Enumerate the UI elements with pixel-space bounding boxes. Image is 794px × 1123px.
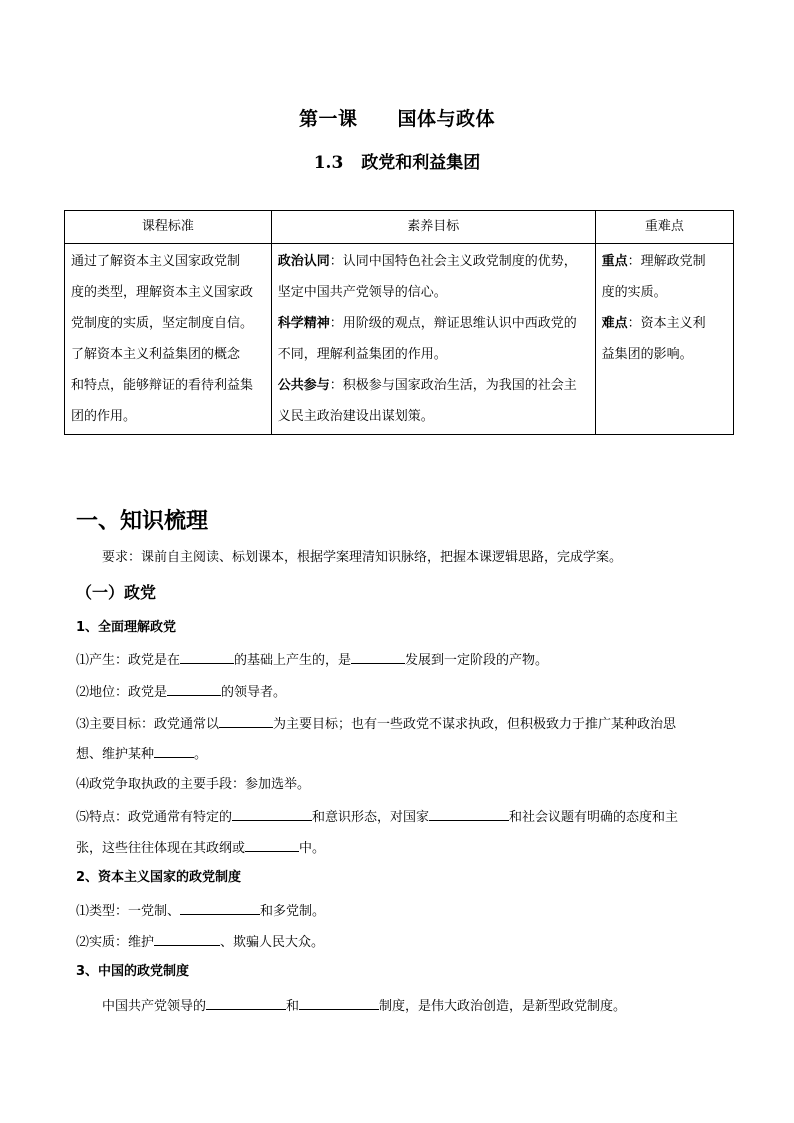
standard-line: 度的类型，理解资本主义国家政: [71, 285, 254, 300]
standard-line: 团的作用。: [71, 409, 137, 424]
header-key-points: 重难点: [595, 211, 733, 244]
question-main-goal: ⑶主要目标：政党通常以 为主要目标；也有一些政党不谋求执政，但积极致力于推广某种政治思: [76, 713, 676, 735]
fill-blank[interactable]: [299, 995, 379, 1010]
question-features: ⑸特点：政党通常有特定的 和意识形态，对国家 和社会议题有明确的态度和主: [76, 806, 678, 828]
section-name: 政党和利益集团: [361, 153, 481, 173]
fill-blank[interactable]: [206, 995, 286, 1010]
requirement-text: 要求：课前自主阅读、标划课本，根据学案理清知识脉络，把握本课逻辑思路，完成学案。: [102, 550, 623, 565]
table-body-row: [65, 244, 734, 435]
goal-label: 科学精神: [277, 316, 330, 331]
lesson-topic: 国体与政体: [397, 108, 496, 130]
standard-line: 了解资本主义利益集团的概念: [71, 347, 241, 362]
section-title: [0, 148, 794, 173]
table-header-row: [65, 211, 734, 244]
fill-blank[interactable]: [154, 743, 194, 758]
goals-table: [64, 210, 734, 435]
goal-public-participation: 公共参与：积极参与国家政治生活，为我国的社会主: [277, 378, 577, 393]
standard-line: 通过了解资本主义国家政党制: [71, 254, 241, 269]
fill-blank[interactable]: [180, 900, 260, 915]
question-means: ⑷政党争取执政的主要手段：参加选举。: [76, 777, 311, 792]
fill-blank[interactable]: [232, 806, 312, 821]
goal-scientific-spirit: 科学精神：用阶级的观点，辩证思维认识中西政党的: [277, 316, 577, 331]
fill-blank[interactable]: [180, 649, 234, 664]
goal-line: 不同，理解利益集团的作用。: [277, 347, 447, 362]
key-point-label: 重点: [601, 254, 628, 269]
question-china-system: 中国共产党领导的 和 制度，是伟大政治创造，是新型政党制度。: [102, 995, 626, 1017]
item-2-title: 2、资本主义国家的政党制度: [76, 870, 242, 885]
difficult-point: 难点：资本主义利: [601, 316, 706, 331]
fill-blank[interactable]: [351, 649, 405, 664]
lesson-title: [0, 104, 794, 131]
header-literacy-goals: 素养目标: [271, 211, 595, 244]
fill-blank[interactable]: [154, 931, 220, 946]
standard-line: 党制度的实质，坚定制度自信。: [71, 316, 254, 331]
question-origin: ⑴产生：政党是在 的基础上产生的，是 发展到一定阶段的产物。: [76, 649, 548, 671]
goal-line: 义民主政治建设出谋划策。: [277, 409, 434, 424]
fill-blank[interactable]: [245, 837, 299, 852]
goal-line: 坚定中国共产党领导的信心。: [277, 285, 447, 300]
literacy-goals-cell: [271, 244, 595, 435]
key-point-line: 度的实质。: [601, 285, 667, 300]
item-1-title: 1、全面理解政党: [76, 620, 177, 635]
goal-label: 政治认同: [277, 254, 330, 269]
question-status: ⑵地位：政党是 的领导者。: [76, 681, 286, 703]
header-curriculum-standard: 课程标准: [65, 211, 272, 244]
question-types: ⑴类型：一党制、 和多党制。: [76, 900, 325, 922]
question-main-goal-cont: 想、维护某种 。: [76, 743, 207, 765]
question-features-cont: 张，这些往往体现在其政纲或 中。: [76, 837, 325, 859]
difficult-point-line: 益集团的影响。: [601, 347, 693, 362]
lesson-number: 第一课: [298, 108, 358, 130]
goal-label: 公共参与: [277, 378, 330, 393]
fill-blank[interactable]: [219, 713, 273, 728]
section-number: 1.3: [313, 153, 344, 173]
knowledge-heading: 一、知识梳理: [76, 509, 209, 534]
curriculum-standard-cell: [65, 244, 272, 435]
fill-blank[interactable]: [429, 806, 509, 821]
item-3-title: 3、中国的政党制度: [76, 964, 190, 979]
difficult-point-label: 难点: [601, 316, 628, 331]
key-point: 重点：理解政党制: [601, 254, 706, 269]
fill-blank[interactable]: [167, 681, 221, 696]
goal-political-identity: 政治认同：认同中国特色社会主义政党制度的优势，: [277, 254, 577, 269]
standard-line: 和特点，能够辩证的看待利益集: [71, 378, 254, 393]
key-points-cell: [595, 244, 733, 435]
party-subheading: （一）政党: [76, 583, 157, 602]
question-essence: ⑵实质：维护 、欺骗人民大众。: [76, 931, 324, 953]
